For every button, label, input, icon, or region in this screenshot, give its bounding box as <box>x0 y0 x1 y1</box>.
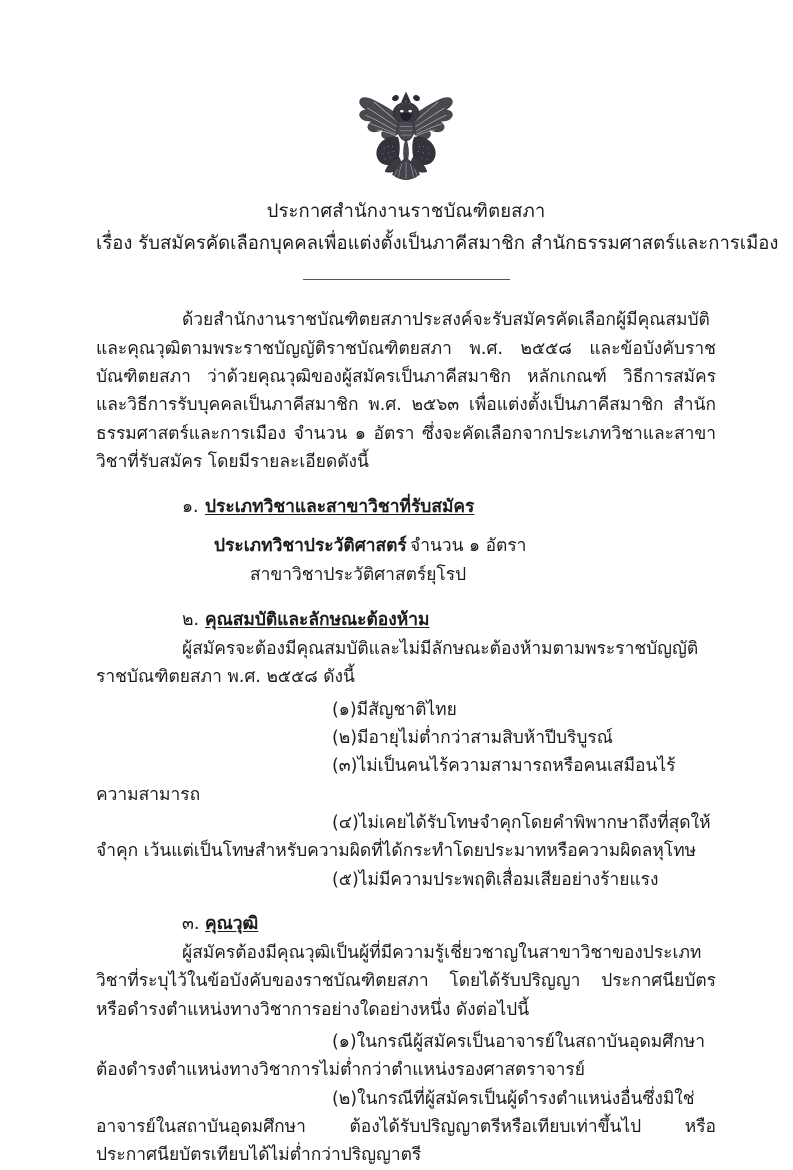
list-item-label: (๑) <box>332 1032 357 1053</box>
page-title: ประกาศสำนักงานราชบัณฑิตยสภา <box>266 201 546 222</box>
section-2-heading <box>96 607 716 635</box>
document-body <box>96 306 716 1169</box>
section-3 <box>96 911 716 1170</box>
list-item <box>96 866 716 894</box>
page-subtitle: เรื่อง รับสมัครคัดเลือกบุคคลเพื่อแต่งตั้งเป็นภาคีสมาชิก สำนักธรรมศาสตร์และการเมือง <box>96 232 779 254</box>
section-3-item-list <box>96 1028 716 1170</box>
list-item-label: (๕) <box>332 869 359 890</box>
section-2-body: ผู้สมัครจะต้องมีคุณสมบัติและไม่มีลักษณะต้องห้ามตามพระราชบัญญัติราชบัณฑิตยสภา พ.ศ. ๒๕๕๘ ดังนี้ <box>96 638 699 688</box>
section-2-item-list <box>96 696 716 895</box>
list-item <box>96 1028 716 1085</box>
section-3-body: ผู้สมัครต้องมีคุณวุฒิเป็นผู้ที่มีความรู้เชี่ยวชาญในสาขาวิชาของประเภทวิชาที่ระบุไว้ในข้อบังคับของราชบัณฑิตยสภา โดยได้รับปริญญา ประกาศนียบัตร หรือดำรงตำแหน่งทางวิชาการอย่างใดอย่างหนึ่ง ดังต่อไปนี้ <box>96 942 716 1020</box>
list-item-label: (๒) <box>332 1088 358 1109</box>
section-3-number: ๓. <box>182 914 200 935</box>
list-item-text: ในกรณีผู้สมัครเป็นอาจารย์ในสถาบันอุดมศึกษา ต้องดำรงตำแหน่งทางวิชาการไม่ต่ำกว่าตำแหน่งรองศาสตราจารย์ <box>96 1032 706 1081</box>
section-1-heading <box>96 494 716 522</box>
list-item-text: ไม่เคยได้รับโทษจำคุกโดยคำพิพากษาถึงที่สุดให้จำคุก เว้นแต่เป็นโทษสำหรับความผิดที่ได้กระทำโดยประมาทหรือความผิดลหุโทษ <box>96 813 711 862</box>
list-item-text: ไม่เป็นคนไร้ความสามารถหรือคนเสมือนไร้ความสามารถ <box>96 756 676 805</box>
title-divider <box>303 279 510 280</box>
section-3-heading-text: คุณวุฒิ <box>205 914 259 935</box>
job-listing <box>96 533 716 590</box>
list-item-text: ไม่มีความประพฤติเสื่อมเสียอย่างร้ายแรง <box>358 869 659 890</box>
emblem-container <box>96 0 716 184</box>
section-1-number: ๑. <box>182 496 199 517</box>
title-divider-container <box>96 279 716 280</box>
list-item <box>96 1085 716 1170</box>
list-item-label: (๒) <box>332 727 358 748</box>
job-count-label: จำนวน ๑ อัตรา <box>410 536 527 557</box>
list-item <box>96 696 716 724</box>
section-1 <box>96 494 716 591</box>
document-content <box>96 0 779 1170</box>
section-1-heading-text: ประเภทวิชาและสาขาวิชาที่รับสมัคร <box>205 496 475 517</box>
section-2-heading-text: คุณสมบัติและลักษณะต้องห้าม <box>205 610 430 631</box>
list-item-text: มีอายุไม่ต่ำกว่าสามสิบห้าปีบริบูรณ์ <box>357 727 613 748</box>
section-2 <box>96 607 716 894</box>
list-item-text: มีสัญชาติไทย <box>356 699 457 720</box>
job-field-label: สาขาวิชาประวัติศาสตร์ยุโรป <box>250 565 467 586</box>
section-2-number: ๒. <box>182 610 199 631</box>
section-3-heading <box>96 911 716 939</box>
list-item <box>96 724 716 752</box>
intro-paragraph: ด้วยสำนักงานราชบัณฑิตยสภาประสงค์จะรับสมัครคัดเลือกผู้มีคุณสมบัติและคุณวุฒิตามพระราชบัญญัติราชบัณฑิตยสภา พ.ศ. ๒๕๕๘ และข้อบังคับราชบัณฑิตยสภา ว่าด้วยคุณวุฒิของผู้สมัครเป็นภาคีสมาชิก หลักเกณฑ์ วิธีการสมัคร และวิธีการรับบุคคลเป็นภาคีสมาชิก พ.ศ. ๒๕๖๓ เพื่อแต่งตั้งเป็นภาคีสมาชิก สำนักธรรมศาสตร์และการเมือง จำนวน ๑ อัตรา ซึ่งจะคัดเลือกจากประเภทวิชาและสาขาวิชาที่รับสมัคร โดยมีรายละเอียดดังนี้ <box>96 310 716 473</box>
list-item-label: (๔) <box>332 813 359 834</box>
list-item-label: (๓) <box>332 756 358 777</box>
list-item-label: (๑) <box>332 699 357 720</box>
garuda-emblem <box>354 84 458 184</box>
list-item <box>96 752 716 809</box>
job-row <box>214 533 716 561</box>
list-item-text: ในกรณีที่ผู้สมัครเป็นผู้ดำรงตำแหน่งอื่นซึ่งมิใช่อาจารย์ในสถาบันอุดมศึกษา ต้องได้รับปริญญาตรีหรือเทียบเท่าขึ้นไป หรือประกาศนียบัตรเทียบได้ไม่ต่ำกว่าปริญญาตรี <box>96 1088 716 1166</box>
list-item <box>96 809 716 866</box>
job-type-label: ประเภทวิชาประวัติศาสตร์ <box>214 536 407 557</box>
